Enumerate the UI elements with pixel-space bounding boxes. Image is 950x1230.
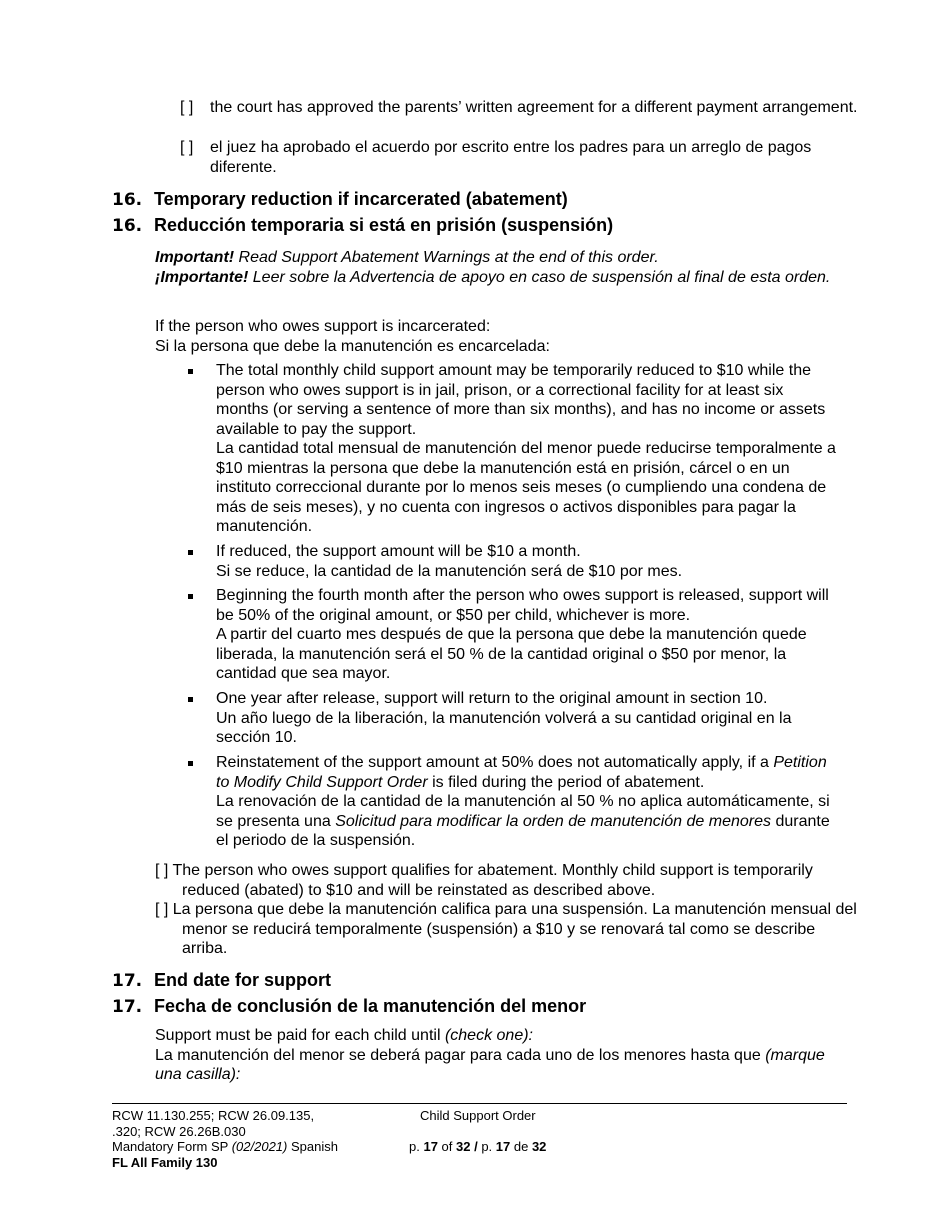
footer-doc-title: Child Support Order: [420, 1108, 536, 1123]
section-number: 17.: [112, 997, 143, 1017]
section-number: 17.: [112, 971, 143, 991]
bullet-icon: [188, 550, 193, 555]
checkbox-icon[interactable]: [ ]: [180, 99, 194, 116]
instruction-es: La manutención del menor se deberá pagar para cada uno de los menores hasta que (marque una casilla):: [155, 1046, 825, 1083]
bullet-text-es: La cantidad total mensual de manutención del menor puede reducirse temporalmente a $10 mientras la persona que debe la manutención está en prisión, cárcel o en un instituto correccional durante por lo menos seis meses (o cumpliendo una condena de más de seis meses), y no cuenta con ingresos o activos disponibles para pagar la manutención.: [216, 440, 836, 535]
bullet-text-en: One year after release, support will return to the original amount in section 10.: [216, 690, 768, 707]
instruction-en: Support must be paid for each child until (check one):: [155, 1027, 533, 1044]
bullet-text-es: Si se reduce, la cantidad de la manutención será de $10 por mes.: [216, 562, 683, 580]
important-note: [155, 248, 845, 287]
section-17-heading-en: [112, 969, 331, 992]
bullet-text-en: Beginning the fourth month after the person who owes support is released, support will be 50% of the original amount, or $50 per child, whichever is more.: [216, 587, 829, 624]
payment-arrangement-option-es[interactable]: [180, 138, 860, 177]
bullet-icon: [188, 594, 193, 599]
abatement-option-es[interactable]: [ ] La persona que debe la manutención califica para una suspensión. La manutención mensual del menor se reducirá temporalmente (suspensión) a $10 y se renovará tal como se describe arriba.: [155, 901, 857, 957]
footer-form-id: FL All Family 130: [112, 1154, 218, 1170]
section-title: Reducción temporaria si está en prisión (suspensión): [154, 215, 614, 235]
footer-left: [112, 1108, 402, 1170]
section-16-heading-en: [112, 188, 568, 211]
section-16-heading-es: [112, 214, 613, 237]
intro-en: If the person who owes support is incarcerated:: [155, 318, 491, 335]
section-number: 16.: [112, 216, 143, 236]
important-text-en: Read Support Abatement Warnings at the end of this order.: [234, 249, 659, 266]
bullet-text-en: The total monthly child support amount may be temporarily reduced to $10 while the person who owes support is in jail, prison, or a correctional facility for at least six months (or serving a sentence of more than six months), and has no income or assets available to pay the support.: [216, 362, 826, 438]
section-title: End date for support: [154, 970, 331, 990]
footer-page-number: p. 17 of 32 / p. 17 de 32: [409, 1139, 547, 1154]
incarcerated-intro: [155, 317, 845, 356]
end-date-instructions: [155, 1026, 845, 1085]
important-text-es: Leer sobre la Advertencia de apoyo en caso de suspensión al final de esta orden.: [248, 268, 831, 286]
payment-arrangement-option-en[interactable]: [180, 98, 860, 118]
option-text: el juez ha aprobado el acuerdo por escrito entre los padres para un arreglo de pagos diferente.: [210, 139, 812, 176]
bullet-reinstatement: [188, 753, 838, 851]
bullet-text-en: If reduced, the support amount will be $10 a month.: [216, 543, 581, 560]
footer-rcw-2: .320; RCW 26.26B.030: [112, 1123, 246, 1139]
section-number: 16.: [112, 190, 143, 210]
intro-es: Si la persona que debe la manutención es encarcelada:: [155, 337, 550, 355]
footer-form: Mandatory Form SP (02/2021) Spanish: [112, 1139, 338, 1154]
bullet-reduced-amount: [188, 542, 838, 581]
bullet-text-es: Un año luego de la liberación, la manutención volverá a su cantidad original en la sección 10.: [216, 709, 792, 746]
bullet-icon: [188, 761, 193, 766]
section-title: Fecha de conclusión de la manutención del menor: [154, 996, 587, 1016]
bullet-text-es: A partir del cuarto mes después de que la persona que debe la manutención quede liberada, la manutención será el 50 % de la cantidad original o $50 por menor, la cantidad que sea mayor.: [216, 626, 807, 682]
bullet-icon: [188, 369, 193, 374]
important-label-en: Important!: [155, 249, 235, 266]
bullet-reduction: [188, 361, 838, 537]
footer-divider: [112, 1103, 847, 1104]
option-text: the court has approved the parents’ written agreement for a different payment arrangement.: [210, 99, 858, 116]
checkbox-icon[interactable]: [ ]: [180, 139, 194, 156]
section-title: Temporary reduction if incarcerated (abatement): [154, 189, 568, 209]
important-label-es: ¡Importante!: [155, 268, 249, 286]
bullet-text-en: Reinstatement of the support amount at 50% does not automatically apply, if a Petition to Modify Child Support Order is filed during the period of abatement.: [216, 754, 827, 791]
bullet-one-year: [188, 689, 838, 748]
bullet-text-es: La renovación de la cantidad de la manutención al 50 % no aplica automáticamente, si se presenta una Solicitud para modificar la orden de manutención de menores durante el periodo de la suspensión.: [216, 793, 830, 849]
footer-rcw-1: RCW 11.130.255; RCW 26.09.135,: [112, 1108, 315, 1123]
abatement-option-en[interactable]: [ ] The person who owes support qualifies for abatement. Monthly child support is temporarily reduced (abated) to $10 and will be reinstated as described above.: [155, 862, 813, 899]
bullet-icon: [188, 697, 193, 702]
bullet-fourth-month: [188, 586, 838, 684]
section-17-heading-es: [112, 995, 586, 1018]
